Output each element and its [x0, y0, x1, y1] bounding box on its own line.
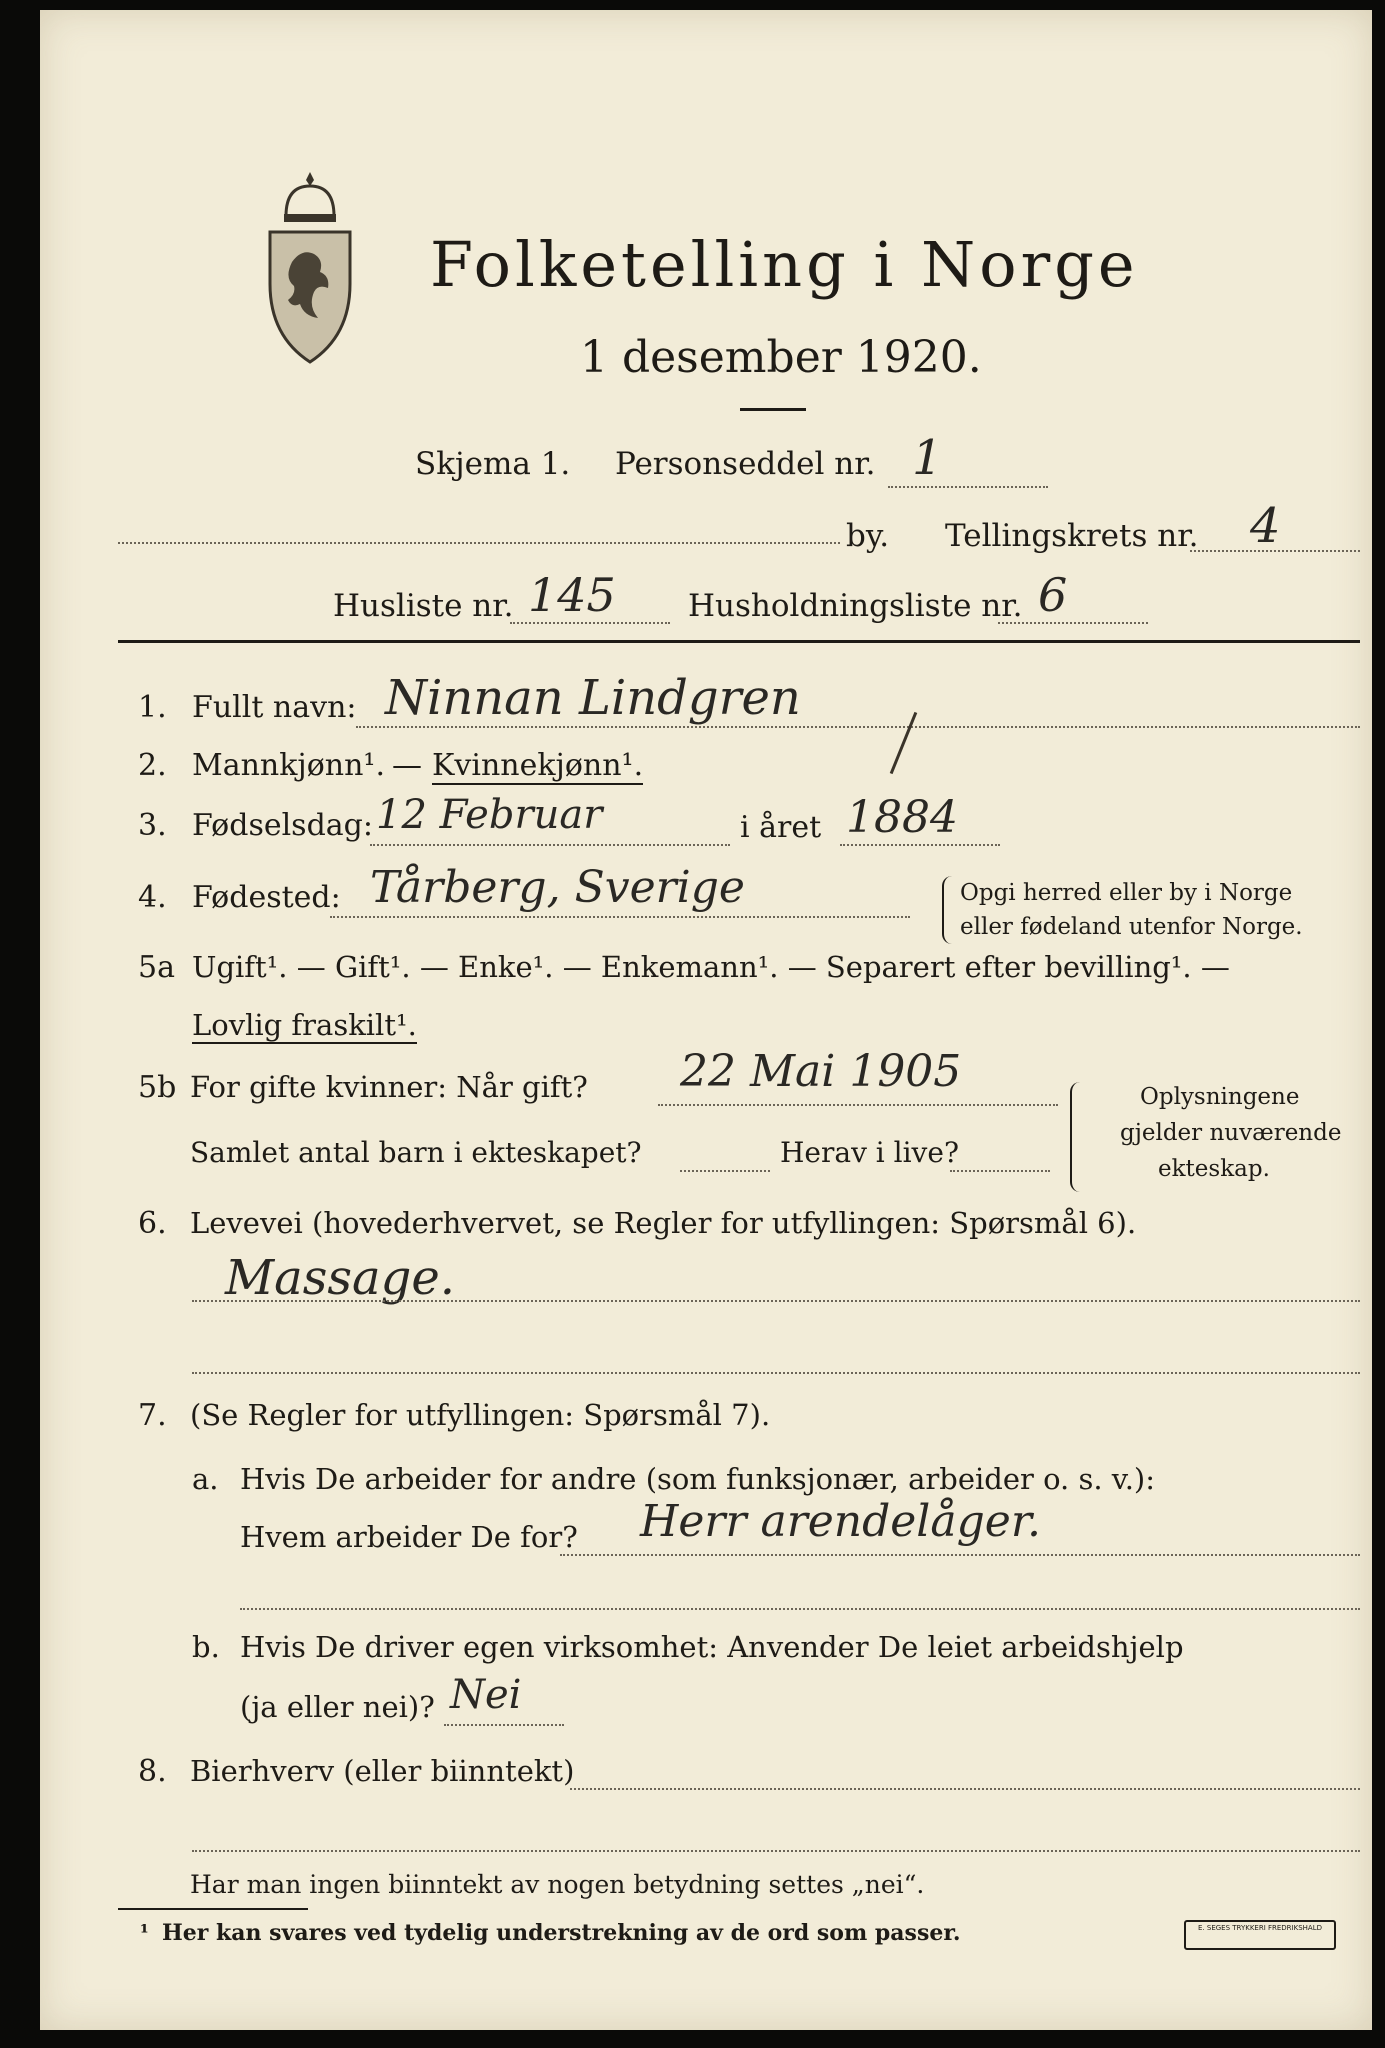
q7b-answer: Nei: [450, 1672, 522, 1718]
q4-note-line1: Opgi herred eller by i Norge: [960, 880, 1293, 906]
q2-male: Mannkjønn¹.: [192, 748, 385, 783]
q7b-letter: b.: [192, 1630, 220, 1664]
q2-sep: —: [392, 748, 422, 783]
husliste-value: 145: [528, 568, 616, 622]
q5b-brace: [1070, 1082, 1084, 1192]
form-title: Folketelling i Norge: [430, 228, 1139, 301]
q6-line2: [192, 1372, 1360, 1374]
q2-number: 2.: [138, 748, 167, 783]
q1-number: 1.: [138, 690, 167, 725]
husliste-line: [510, 622, 670, 624]
q5b-label2: Samlet antal barn i ekteskapet?: [190, 1136, 642, 1169]
q5b-note-line3: ekteskap.: [1158, 1156, 1270, 1182]
q5b-note-line2: gjelder nuværende: [1120, 1120, 1342, 1146]
q3-birthday: 12 Februar: [376, 792, 603, 838]
q6-occupation: Massage.: [225, 1250, 456, 1306]
tellingskrets-label: Tellingskrets nr.: [945, 518, 1199, 554]
q7-label: (Se Regler for utfyllingen: Spørsmål 7).: [190, 1398, 771, 1432]
printer-stamp: E. SEGES TRYKKERI FREDRIKSHALD: [1184, 1920, 1336, 1950]
q8-number: 8.: [138, 1754, 167, 1789]
schema-label: Skjema 1.: [415, 446, 571, 482]
q4-note-line2: eller fødeland utenfor Norge.: [960, 914, 1303, 940]
q2-female-underlined: Kvinnekjønn¹.: [432, 748, 644, 783]
by-label: by.: [846, 518, 890, 554]
coat-of-arms-icon: [262, 170, 358, 370]
q7a-line2: [240, 1608, 1360, 1610]
footnote-mark: ¹: [140, 1920, 149, 1944]
personseddel-line: [888, 486, 1048, 488]
q4-brace: [942, 876, 954, 944]
q7a-question: Hvem arbeider De for?: [240, 1520, 578, 1554]
q8-line2: [192, 1850, 1360, 1852]
q3-birth-year: 1884: [846, 792, 958, 843]
title-divider: [740, 408, 806, 411]
q5a-options: Ugift¹. — Gift¹. — Enke¹. — Enkemann¹. — Separert efter bevilling¹. —: [192, 950, 1230, 984]
q3-day-line: [370, 844, 730, 846]
husholdning-line: [998, 622, 1148, 624]
q7b-question: (ja eller nei)?: [240, 1690, 435, 1724]
q6-label: Levevei (hovederhvervet, se Regler for utfyllingen: Spørsmål 6).: [190, 1206, 1137, 1240]
q6-line1: [192, 1300, 1360, 1302]
q5b-date-line: [658, 1104, 1058, 1106]
q7b-line: [444, 1724, 564, 1726]
q3-number: 3.: [138, 808, 167, 843]
census-form: [40, 10, 1372, 2030]
q1-label: Fullt navn:: [192, 690, 357, 725]
husholdning-label: Husholdningsliste nr.: [688, 588, 1023, 624]
husliste-label: Husliste nr.: [333, 588, 514, 624]
q6-number: 6.: [138, 1206, 167, 1241]
q5b-label1: For gifte kvinner: Når gift?: [190, 1070, 588, 1104]
q7b-text: Hvis De driver egen virksomhet: Anvender De leiet arbeidshjelp: [240, 1630, 1184, 1664]
no-income-note: Har man ingen biinntekt av nogen betydning settes „nei“.: [190, 1870, 925, 1899]
husholdning-value: 6: [1038, 568, 1068, 622]
q3-year-label: i året: [740, 810, 822, 845]
q7a-letter: a.: [192, 1462, 219, 1496]
q5a-number: 5a: [138, 950, 175, 985]
census-date: 1 desember 1920.: [580, 332, 982, 383]
footnote-text: Her kan svares ved tydelig understrekning av de ord som passer.: [162, 1920, 961, 1946]
q5a-lovlig-fraskilt-underlined: Lovlig fraskilt¹.: [192, 1008, 417, 1042]
q4-birthplace: Tårberg, Sverige: [370, 862, 745, 913]
q7a-line1: [560, 1554, 1360, 1556]
q1-line: [356, 726, 1360, 728]
personseddel-value: 1: [912, 430, 943, 486]
by-line: [118, 542, 840, 544]
header-rule: [118, 640, 1360, 643]
q5b-note-line1: Oplysningene: [1140, 1084, 1300, 1110]
q3-label: Fødselsdag:: [192, 808, 373, 843]
q8-line1: [570, 1788, 1360, 1790]
q8-label: Bierhverv (eller biinntekt): [190, 1754, 575, 1788]
footnote-rule: [118, 1908, 308, 1910]
q3-year-line: [840, 844, 1000, 846]
q4-number: 4.: [138, 880, 167, 915]
q5b-children-line: [680, 1170, 770, 1172]
q7a-employer: Herr arendelåger.: [640, 1496, 1042, 1547]
personseddel-label: Personseddel nr.: [615, 446, 876, 482]
q5b-marriage-date: 22 Mai 1905: [680, 1046, 962, 1097]
q7-number: 7.: [138, 1398, 167, 1433]
q5b-number: 5b: [138, 1070, 177, 1105]
q4-line: [330, 916, 910, 918]
q1-full-name: Ninnan Lindgren: [385, 670, 801, 726]
q5b-alive-line: [950, 1170, 1050, 1172]
q5b-label3: Herav i live?: [780, 1136, 959, 1169]
handwritten-stroke: [890, 712, 918, 774]
tellingskrets-value: 4: [1250, 498, 1281, 554]
q7a-text: Hvis De arbeider for andre (som funksjonær, arbeider o. s. v.):: [240, 1462, 1156, 1496]
q4-label: Fødested:: [192, 880, 341, 915]
